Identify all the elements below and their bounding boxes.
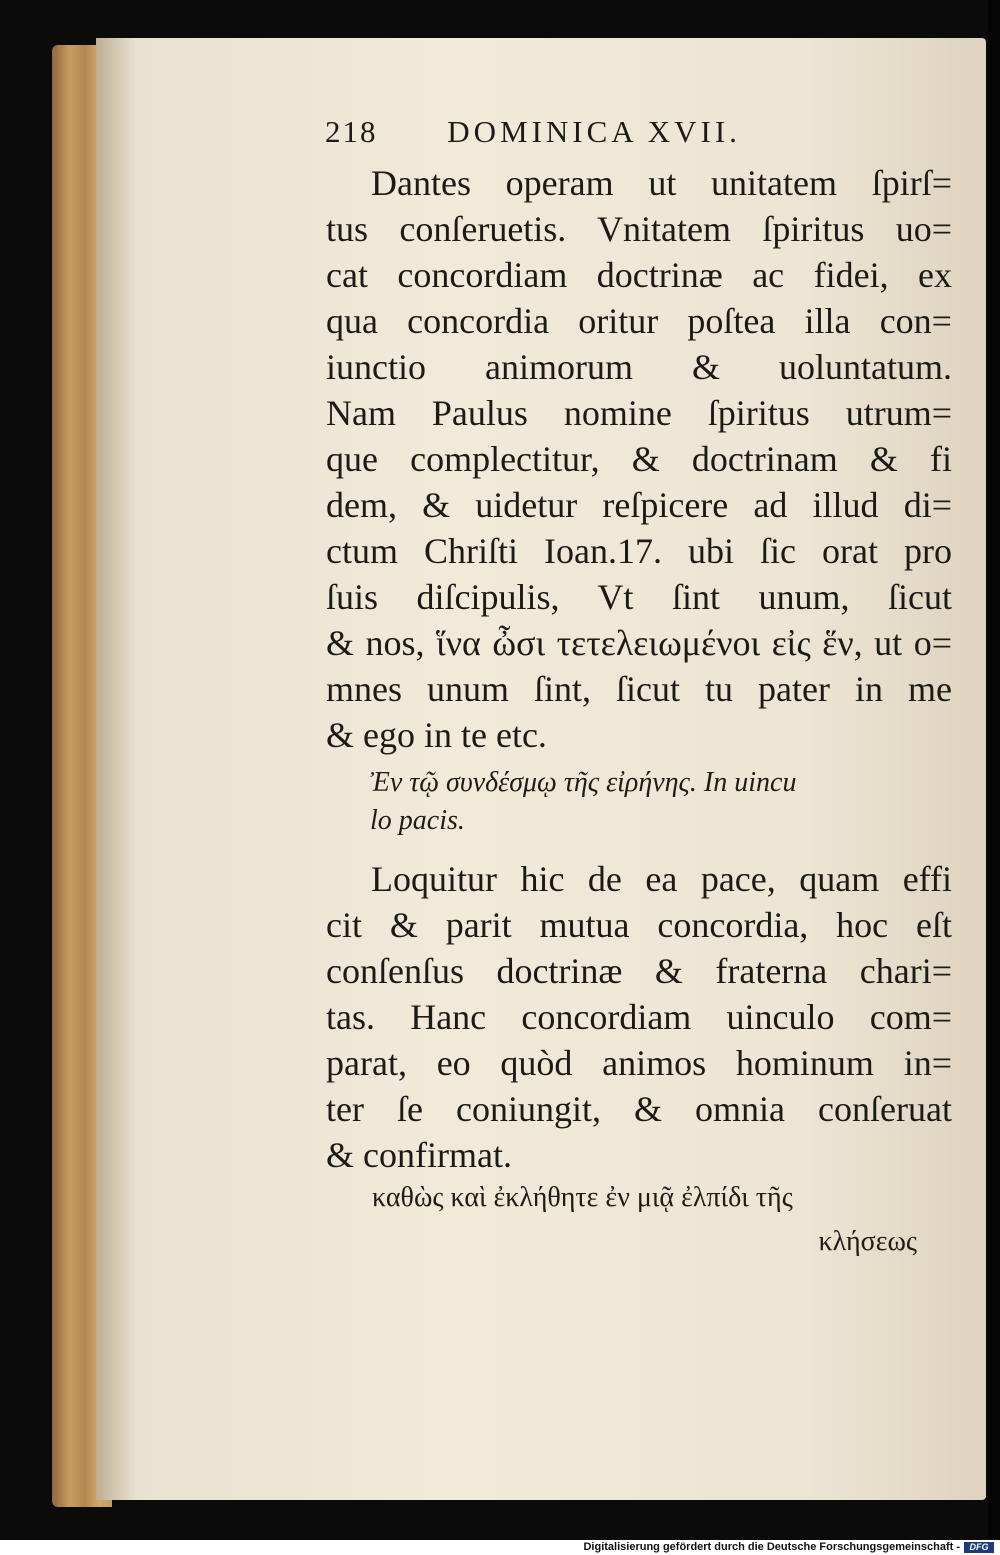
running-title: DOMINICA XVII. xyxy=(447,114,741,149)
text-line: cit & parit mutua concordia, hoc eſt xyxy=(326,905,952,945)
paragraph-2 xyxy=(326,856,952,1178)
text-line: tus conſeruetis. Vnitatem ſpiritus uo= xyxy=(326,209,952,249)
lemma-line: Ἐν τῷ συνδέσμῳ τῆς εἰρήνης. In uincu xyxy=(370,767,797,798)
text-line: & ego in te etc. xyxy=(326,715,547,755)
text-line: mnes unum ſint, ſicut tu pater in me xyxy=(326,669,952,709)
greek-line: καθὼς καὶ ἐκλήθητε ἐν μιᾷ ἐλπίδι τῆς xyxy=(372,1182,793,1213)
scan-border xyxy=(988,0,1000,1540)
text-line: & confirmat. xyxy=(326,1135,512,1175)
running-head xyxy=(325,114,741,150)
text-line: tas. Hanc concordiam uinculo com= xyxy=(326,997,952,1037)
text-line: Loquitur hic de ea pace, quam effi xyxy=(371,859,952,899)
text-line: & nos, ἵνα ὦσι τετελειωμένοι εἰς ἕν, ut o= xyxy=(326,623,952,663)
funding-credit: Digitalisierung gefördert durch die Deutsche Forschungsgemeinschaft - xyxy=(583,1541,960,1553)
page-gutter-shadow xyxy=(96,38,136,1500)
text-line: conſenſus doctrinæ & fraterna chari= xyxy=(326,951,952,991)
dfg-logo-icon: DFG xyxy=(964,1542,994,1553)
text-line: ſuis diſcipulis, Vt ſint unum, ſicut xyxy=(326,577,952,617)
page-number: 218 xyxy=(325,114,378,149)
text-line: dem, & uidetur reſpicere ad illud di= xyxy=(326,485,952,525)
text-line: qua concordia oritur poſtea illa con= xyxy=(326,301,952,341)
text-line: ctum Chriſti Ioan.17. ubi ſic orat pro xyxy=(326,531,952,571)
text-line: Dantes operam ut unitatem ſpirſ= xyxy=(371,163,952,203)
greek-lemma-final xyxy=(372,1176,917,1264)
text-line: cat concordiam doctrinæ ac fidei, ex xyxy=(326,255,952,295)
footer-bar xyxy=(0,1540,1000,1555)
paragraph-1 xyxy=(326,160,952,758)
lemma-line: lo pacis. xyxy=(370,805,465,836)
text-line: Nam Paulus nomine ſpiritus utrum= xyxy=(326,393,952,433)
greek-line: κλήσεως xyxy=(818,1226,917,1257)
text-line: iunctio animorum & uoluntatum. xyxy=(326,347,952,387)
text-line: parat, eo quòd animos hominum in= xyxy=(326,1043,952,1083)
text-line: que complectitur, & doctrinam & fi xyxy=(326,439,952,479)
lemma xyxy=(370,764,930,840)
text-line: ter ſe coniungit, & omnia conſeruat xyxy=(326,1089,952,1129)
